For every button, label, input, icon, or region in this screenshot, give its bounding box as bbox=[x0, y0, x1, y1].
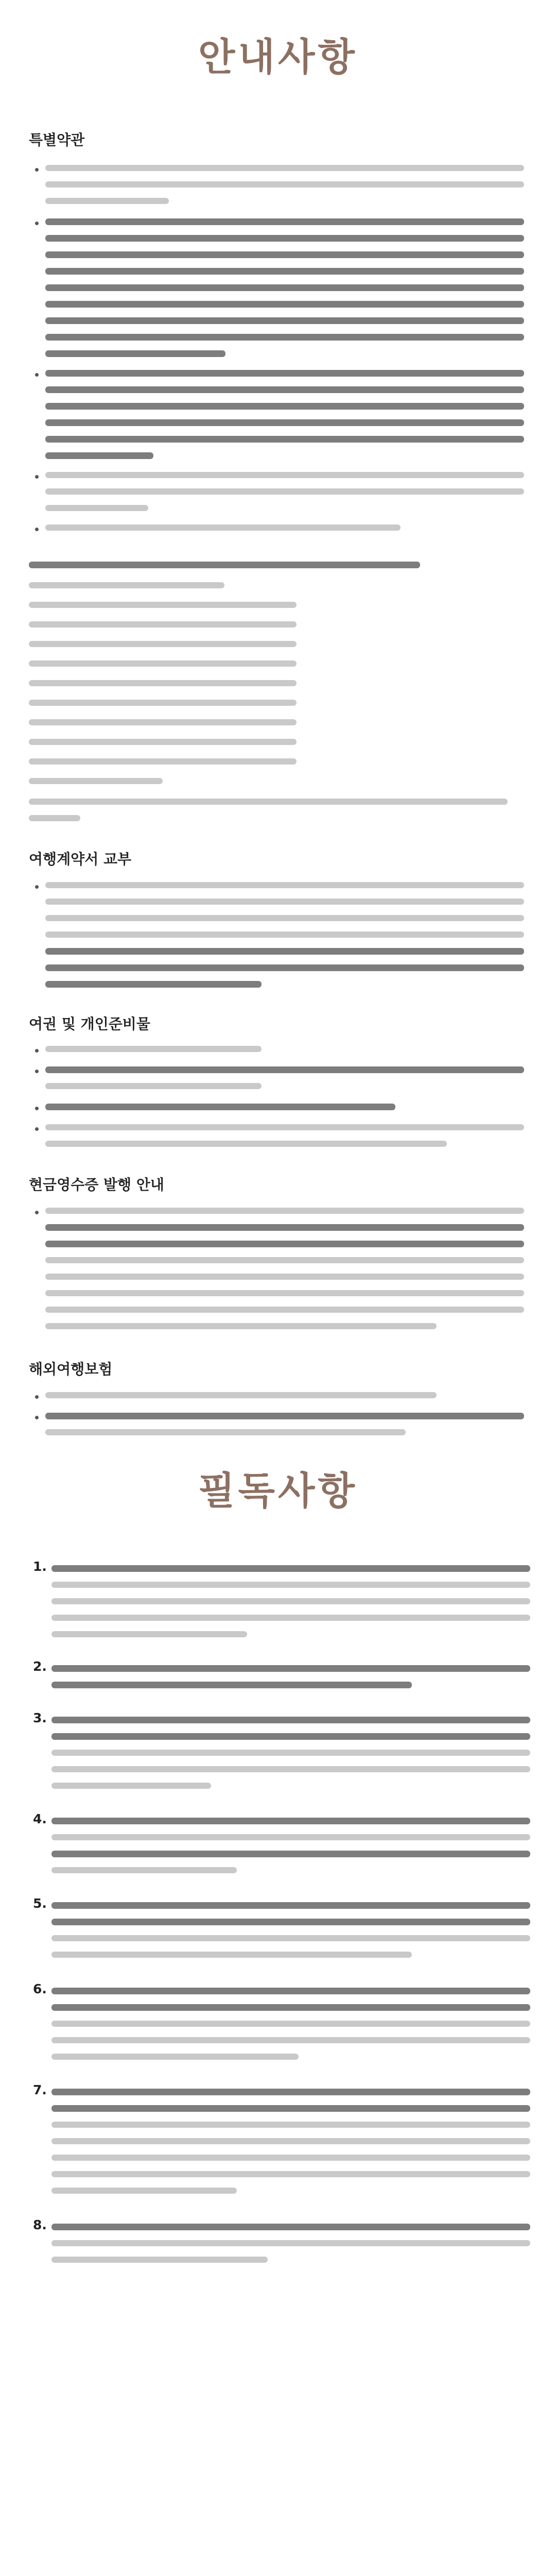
text-line-bold bbox=[51, 1665, 530, 1672]
text-line bbox=[51, 1783, 211, 1789]
bullet-dot bbox=[35, 1127, 39, 1131]
bullet-dot bbox=[35, 885, 39, 889]
text-line bbox=[51, 1631, 247, 1637]
text-line bbox=[45, 882, 524, 888]
bullet-dot bbox=[35, 1416, 39, 1419]
text-line bbox=[51, 2188, 237, 2194]
text-line-bold bbox=[45, 370, 524, 377]
bullet-dot bbox=[35, 222, 39, 225]
item-number: 4. bbox=[33, 1811, 47, 1826]
text-line-bold bbox=[45, 1066, 524, 1073]
text-line bbox=[29, 799, 508, 805]
text-line-bold bbox=[45, 948, 524, 955]
text-line bbox=[29, 660, 297, 667]
text-line-bold bbox=[51, 1565, 530, 1572]
text-line-bold bbox=[45, 317, 524, 324]
text-line bbox=[29, 739, 297, 745]
text-line bbox=[45, 1323, 437, 1329]
text-line-bold bbox=[45, 436, 524, 443]
text-line-bold bbox=[45, 1241, 524, 1247]
item-number: 3. bbox=[33, 1710, 47, 1725]
text-line bbox=[51, 1867, 237, 1873]
bullet-dot bbox=[35, 528, 39, 531]
bullet-dot bbox=[35, 1211, 39, 1214]
text-line bbox=[51, 1834, 530, 1840]
text-line-bold bbox=[45, 301, 524, 308]
text-line bbox=[29, 719, 297, 725]
text-line-bold bbox=[51, 1919, 530, 1925]
text-line-bold bbox=[51, 2089, 530, 2095]
section-insurance-heading: 해외여행보험 bbox=[29, 1361, 113, 1378]
text-line-bold bbox=[51, 2224, 530, 2230]
text-line bbox=[45, 1208, 524, 1214]
text-line-bold bbox=[45, 1224, 524, 1231]
text-line bbox=[29, 680, 297, 686]
text-line bbox=[45, 472, 524, 478]
bullet-dot bbox=[35, 373, 39, 377]
text-line-bold bbox=[45, 981, 262, 988]
bullet-dot bbox=[35, 475, 39, 479]
text-line-bold bbox=[29, 562, 420, 568]
text-line-bold bbox=[45, 334, 524, 341]
text-line bbox=[51, 2122, 530, 2128]
item-number: 5. bbox=[33, 1896, 47, 1911]
text-line-bold bbox=[45, 1413, 524, 1419]
text-line-bold bbox=[51, 1682, 412, 1688]
item-number: 7. bbox=[33, 2082, 47, 2097]
text-line bbox=[29, 700, 297, 706]
text-line-bold bbox=[51, 1988, 530, 1994]
text-line bbox=[45, 1290, 524, 1296]
text-line bbox=[29, 602, 297, 608]
text-line bbox=[45, 931, 524, 938]
item-number: 8. bbox=[33, 2217, 47, 2232]
bullet-dot bbox=[35, 168, 39, 172]
text-line-bold bbox=[45, 284, 524, 291]
text-line bbox=[51, 1952, 412, 1958]
bullet-dot bbox=[35, 1070, 39, 1073]
text-line bbox=[51, 1582, 530, 1588]
text-line-bold bbox=[45, 1104, 395, 1110]
text-line-bold bbox=[51, 1851, 530, 1857]
text-line bbox=[29, 641, 297, 647]
section-contract-heading: 여행계약서 교부 bbox=[29, 851, 132, 868]
text-line bbox=[45, 488, 524, 495]
text-line bbox=[45, 524, 401, 531]
text-line-bold bbox=[45, 964, 524, 971]
page-title-must-read: 필독사항 bbox=[198, 1469, 358, 1513]
text-line bbox=[29, 815, 80, 821]
text-line bbox=[45, 899, 524, 905]
item-number: 6. bbox=[33, 1981, 47, 1996]
item-number: 1. bbox=[33, 1559, 47, 1574]
text-line bbox=[29, 758, 297, 765]
text-line bbox=[29, 582, 224, 588]
text-line-bold bbox=[45, 218, 524, 225]
text-line bbox=[45, 1257, 524, 1263]
text-line-bold bbox=[51, 2004, 530, 2011]
text-line bbox=[45, 1307, 524, 1313]
text-line bbox=[45, 1274, 524, 1280]
text-line-bold bbox=[45, 452, 153, 459]
text-line bbox=[29, 778, 163, 784]
text-line bbox=[51, 1935, 530, 1941]
text-line bbox=[51, 2037, 530, 2043]
text-line-bold bbox=[45, 350, 225, 357]
text-line-bold bbox=[51, 1733, 530, 1740]
text-line bbox=[51, 1598, 530, 1604]
text-line bbox=[51, 2138, 530, 2144]
text-line bbox=[51, 1766, 530, 1772]
text-line bbox=[51, 2240, 530, 2246]
bullet-dot bbox=[35, 1049, 39, 1053]
text-line-bold bbox=[45, 235, 524, 242]
section-special-terms-heading: 특별약관 bbox=[29, 131, 85, 148]
text-line-bold bbox=[45, 403, 524, 410]
page-title-notice: 안내사항 bbox=[198, 35, 358, 79]
text-line-bold bbox=[45, 386, 524, 393]
text-line bbox=[45, 1429, 406, 1435]
text-line bbox=[45, 181, 524, 188]
text-line bbox=[51, 1615, 530, 1621]
text-line bbox=[51, 2021, 530, 2027]
text-line bbox=[51, 1750, 530, 1756]
text-line bbox=[51, 2155, 530, 2161]
section-receipt-heading: 현금영수증 발행 안내 bbox=[29, 1176, 164, 1193]
text-line bbox=[29, 621, 297, 628]
text-line-bold bbox=[45, 268, 524, 275]
text-line bbox=[45, 915, 524, 921]
text-line bbox=[45, 165, 524, 171]
text-line bbox=[45, 1046, 262, 1052]
text-line bbox=[51, 2171, 530, 2177]
bullet-dot bbox=[35, 1395, 39, 1399]
bullet-dot bbox=[35, 1107, 39, 1110]
section-passport-heading: 여권 및 개인준비물 bbox=[29, 1015, 150, 1032]
text-line bbox=[45, 1083, 262, 1089]
text-line-bold bbox=[51, 1902, 530, 1909]
text-line bbox=[45, 1141, 447, 1147]
text-line bbox=[45, 198, 169, 204]
text-line bbox=[45, 505, 148, 511]
text-line bbox=[45, 1124, 524, 1130]
text-line-bold bbox=[51, 1717, 530, 1723]
text-line bbox=[51, 2054, 299, 2060]
text-line-bold bbox=[45, 251, 524, 258]
text-line-bold bbox=[51, 2105, 530, 2112]
item-number: 2. bbox=[33, 1659, 47, 1674]
text-line-bold bbox=[51, 1818, 530, 1824]
text-line-bold bbox=[45, 419, 524, 426]
text-line bbox=[45, 1392, 437, 1398]
text-line bbox=[51, 2257, 268, 2263]
